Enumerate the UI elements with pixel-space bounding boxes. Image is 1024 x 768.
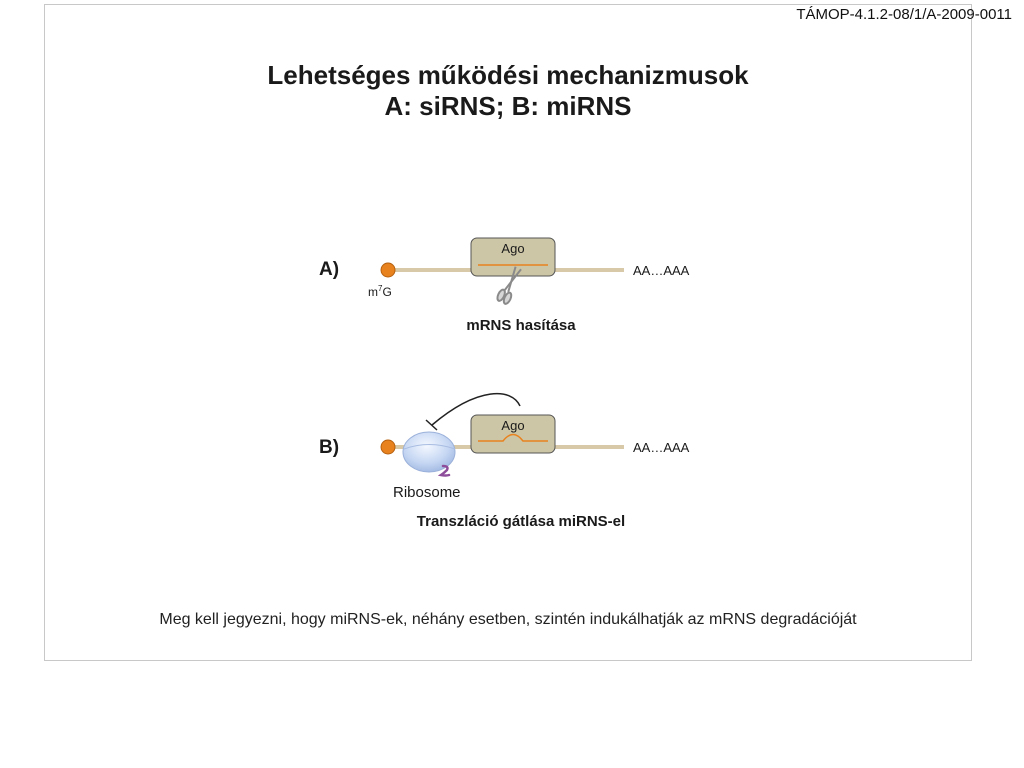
poly-a-label-b: AA…AAA <box>633 440 690 455</box>
poly-a-label-a: AA…AAA <box>633 263 690 278</box>
title-line-2: A: siRNS; B: miRNS <box>384 91 632 121</box>
cap-dot-a <box>381 263 395 277</box>
cap-prefix-a: m <box>368 285 378 299</box>
footnote: Meg kell jegyezni, hogy miRNS-ek, néhány esetben, szintén indukálhatják az mRNS degradációját <box>159 611 857 628</box>
cap-suffix-a: G <box>382 285 392 299</box>
title-line-1: Lehetséges működési mechanizmusok <box>267 60 749 90</box>
panel-a-label: A) <box>319 259 340 280</box>
caption-b: Transzláció gátlása miRNS-el <box>416 513 626 530</box>
cap-dot-b <box>381 440 395 454</box>
ribosome-label: Ribosome <box>393 484 461 501</box>
ago-label-b: Ago <box>501 418 525 433</box>
cap-superscript-a: 7 <box>378 284 383 293</box>
caption-a: mRNS hasítása <box>466 317 576 334</box>
cap-label-a <box>368 284 392 299</box>
ago-label-a: Ago <box>501 241 525 256</box>
panel-b-label: B) <box>319 437 340 458</box>
project-code: TÁMOP-4.1.2-08/1/A-2009-0011 <box>796 6 1012 23</box>
